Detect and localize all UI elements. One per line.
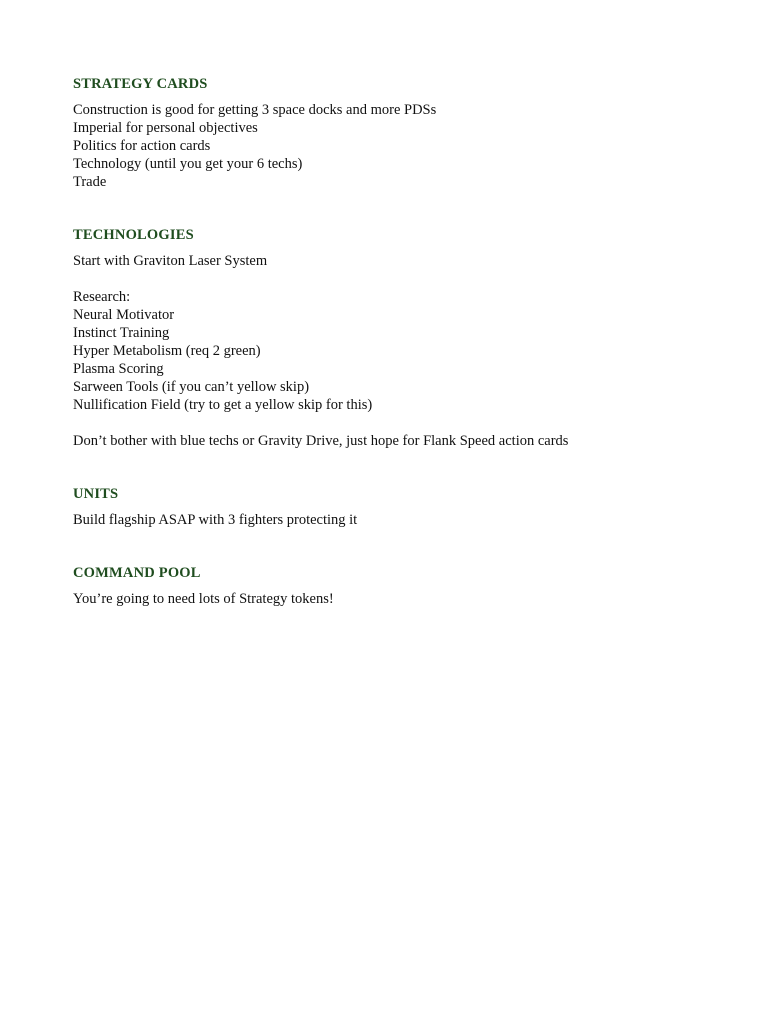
research-item: Plasma Scoring (73, 361, 164, 377)
section-heading: COMMAND POOL (73, 565, 201, 581)
spacer (73, 414, 733, 432)
section-heading: STRATEGY CARDS (73, 76, 208, 92)
section-units (73, 484, 733, 529)
text-line: Construction is good for getting 3 space docks and more PDSs (73, 102, 437, 118)
research-item: Hyper Metabolism (req 2 green) (73, 343, 261, 359)
spacer (73, 270, 733, 288)
research-item: Nullification Field (try to get a yellow skip for this) (73, 397, 373, 413)
text-line: Trade (73, 174, 107, 190)
section-technologies (73, 225, 733, 450)
research-item: Instinct Training (73, 325, 170, 341)
text-line: You’re going to need lots of Strategy tokens! (73, 591, 334, 607)
text-line: Imperial for personal objectives (73, 120, 258, 136)
spacer (73, 529, 733, 563)
research-item: Neural Motivator (73, 307, 175, 323)
spacer (73, 450, 733, 484)
spacer (73, 191, 733, 225)
text-line: Don’t bother with blue techs or Gravity Drive, just hope for Flank Speed action cards (73, 433, 569, 449)
text-line: Start with Graviton Laser System (73, 253, 268, 269)
section-heading: TECHNOLOGIES (73, 227, 194, 243)
text-line: Politics for action cards (73, 138, 211, 154)
text-line: Technology (until you get your 6 techs) (73, 156, 303, 172)
section-command-pool (73, 563, 733, 608)
text-line: Build flagship ASAP with 3 fighters protecting it (73, 512, 358, 528)
section-heading: UNITS (73, 486, 119, 502)
document-page (73, 74, 733, 608)
section-strategy-cards (73, 74, 733, 191)
research-item: Sarween Tools (if you can’t yellow skip) (73, 379, 310, 395)
research-label: Research: (73, 289, 131, 305)
